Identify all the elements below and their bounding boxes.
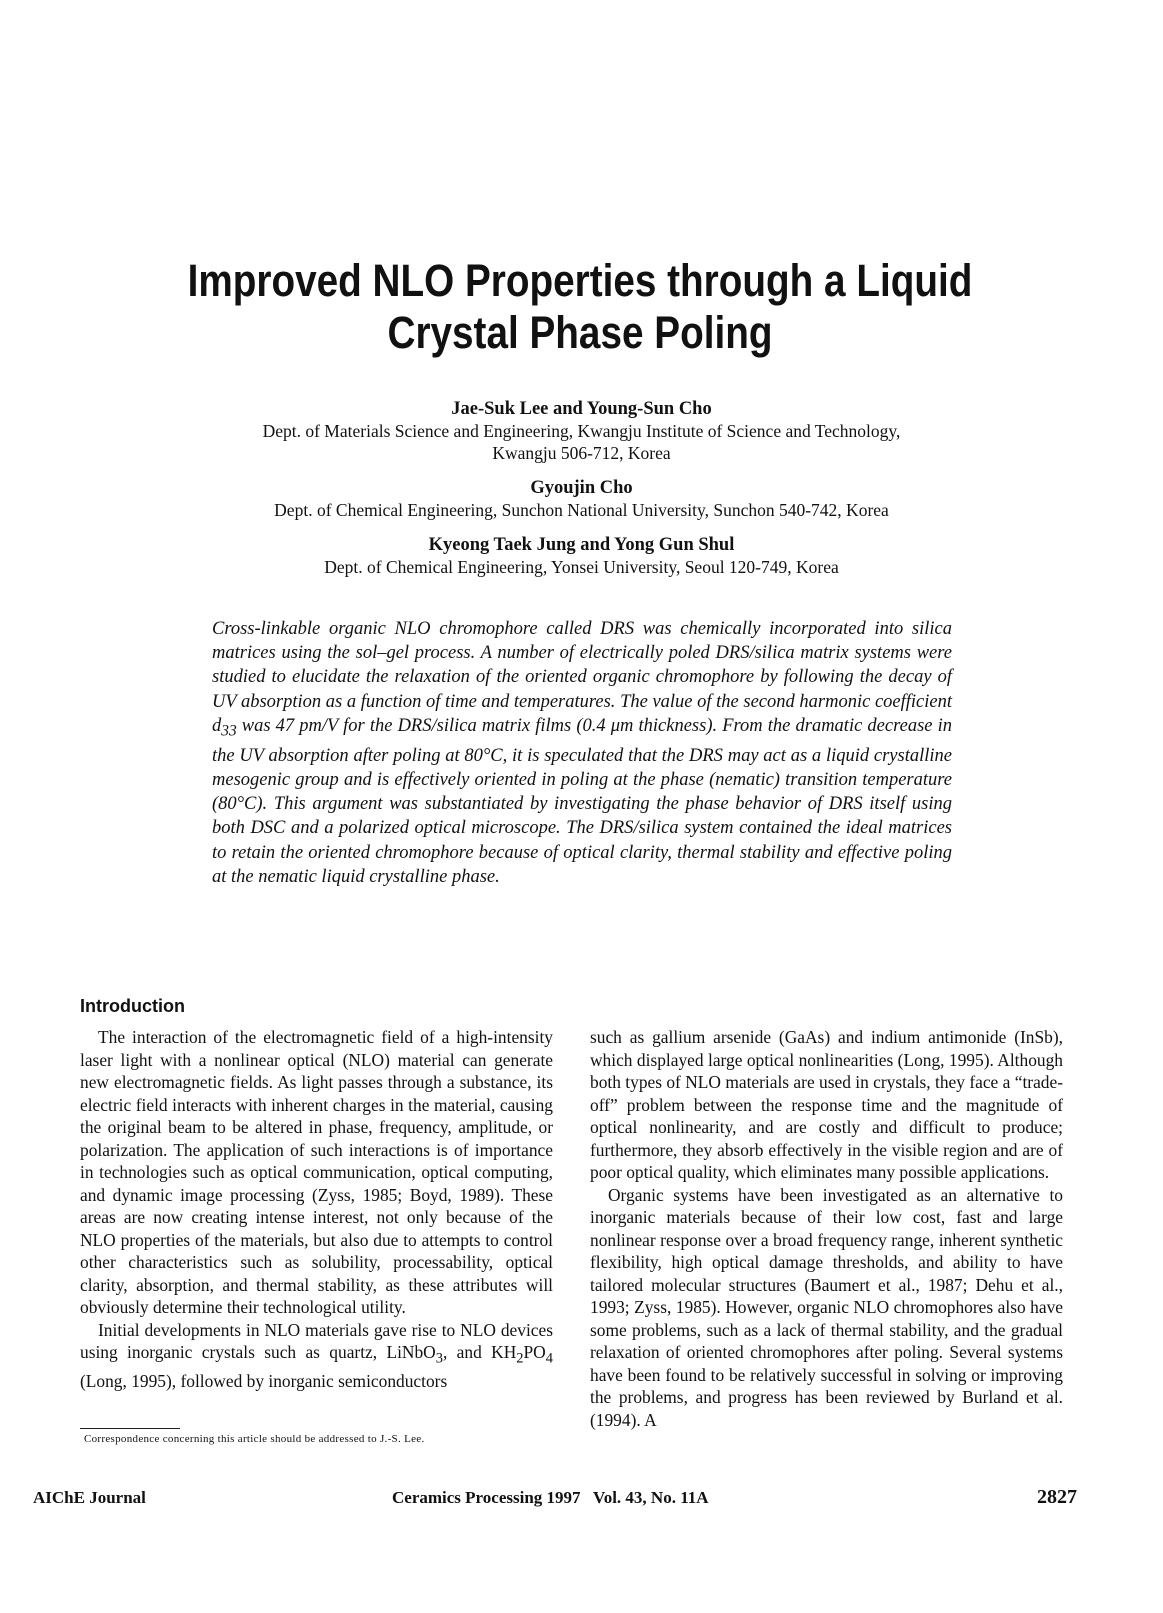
footer-journal: AIChE Journal: [33, 1488, 146, 1507]
author-names: Jae-Suk Lee and Young-Sun Cho: [451, 399, 712, 419]
paragraph: Initial developments in NLO materials gave rise to NLO devices using inorganic crystals such as quartz, LiNbO$_3$, and $KH_2PO_4$ (Long, 1995), followed by inorganic semiconductors: [80, 1319, 553, 1391]
body-column-right: [590, 1026, 1063, 1431]
footer-issue: Ceramics Processing 1997 Vol. 43, No. 11A: [392, 1488, 709, 1507]
paragraph: The interaction of the electromagnetic field of a high-intensity laser light with a nonlinear optical (NLO) material can generate new electromagnetic fields. As light passes through a substance, its electric field interacts with inherent charges in the material, causing the original beam to be altered in phase, frequency, amplitude, or polarization. The application of such interactions is of importance in technologies such as optical communication, optical computing, and dynamic image processing (Zyss, 1985; Boyd, 1989). These areas are now creating intense interest, not only because of the NLO properties of the materials, but also due to attempts to control other characteristics such as solubility, processability, optical clarity, absorption, and thermal stability, as these attributes will obviously determine their technological utility.: [80, 1027, 553, 1317]
footnote-rule: [80, 1428, 180, 1429]
abstract: Cross-linkable organic NLO chromophore called DRS was chemically incorporated into silica matrices using the sol–gel process. A number of electrically poled DRS/silica matrix systems were studied to elucidate the relaxation of the oriented organic chromophore by following the decay of UV absorption as a function of time and temperatures. The value of the second harmonic coefficient $d_{33}$ was 47 pm/V for the DRS/silica matrix films (0.4 μm thickness). From the dramatic decrease in the UV absorption after poling at 80°C, it is speculated that the DRS may act as a liquid crystalline mesogenic group and is effectively oriented in poling at the phase (nematic) transition temperature (80°C). This argument was substantiated by investigating the phase behavior of DRS itself using both DSC and a polarized optical microscope. The DRS/silica system contained the ideal matrices to retain the oriented chromophore because of optical clarity, thermal stability and effective poling at the nematic liquid crystalline phase.: [212, 619, 952, 887]
affiliation-line: Dept. of Chemical Engineering, Yonsei University, Seoul 120-749, Korea: [324, 557, 839, 577]
page-number: 2827: [1037, 1486, 1077, 1508]
footnote: Correspondence concerning this article should be addressed to J.-S. Lee.: [84, 1433, 425, 1445]
title-line-2: Crystal Phase Poling: [387, 307, 773, 358]
author-names: Kyeong Taek Jung and Yong Gun Shul: [428, 535, 735, 555]
body-column-left: [80, 1026, 553, 1392]
affiliation-line: Dept. of Materials Science and Engineering, Kwangju Institute of Science and Technology,: [262, 421, 901, 441]
paragraph: Organic systems have been investigated as an alternative to inorganic materials because of their low cost, fast and large nonlinear response over a broad frequency range, inherent synthetic flexibility, high optical damage thresholds, and ability to have tailored molecular structures (Baumert et al., 1987; Dehu et al., 1993; Zyss, 1985). However, organic NLO chromophores also have some problems, such as a lack of thermal stability, and the gradual relaxation of oriented chromophores after poling. Several systems have been found to be relatively successful in solving or improving the problems, and progress has been reviewed by Burland et al. (1994). A: [590, 1184, 1063, 1430]
title-line-1: Improved NLO Properties through a Liquid: [187, 255, 973, 306]
paper-title: [150, 255, 1010, 359]
affiliation-line: Kwangju 506-712, Korea: [492, 443, 671, 463]
affiliation-line: Dept. of Chemical Engineering, Sunchon National University, Sunchon 540-742, Korea: [274, 500, 889, 520]
paragraph: such as gallium arsenide (GaAs) and indium antimonide (InSb), which displayed large optical nonlinearities (Long, 1995). Although both types of NLO materials are used in crystals, they face a “trade-off” problem between the response time and the magnitude of optical nonlinearity, and are costly and difficult to produce; furthermore, they absorb effectively in the visible region and are of poor optical quality, which eliminates many possible applications.: [590, 1027, 1063, 1182]
author-block: [0, 398, 1163, 578]
section-heading: Introduction: [80, 996, 185, 1016]
author-names: Gyoujin Cho: [530, 478, 633, 498]
